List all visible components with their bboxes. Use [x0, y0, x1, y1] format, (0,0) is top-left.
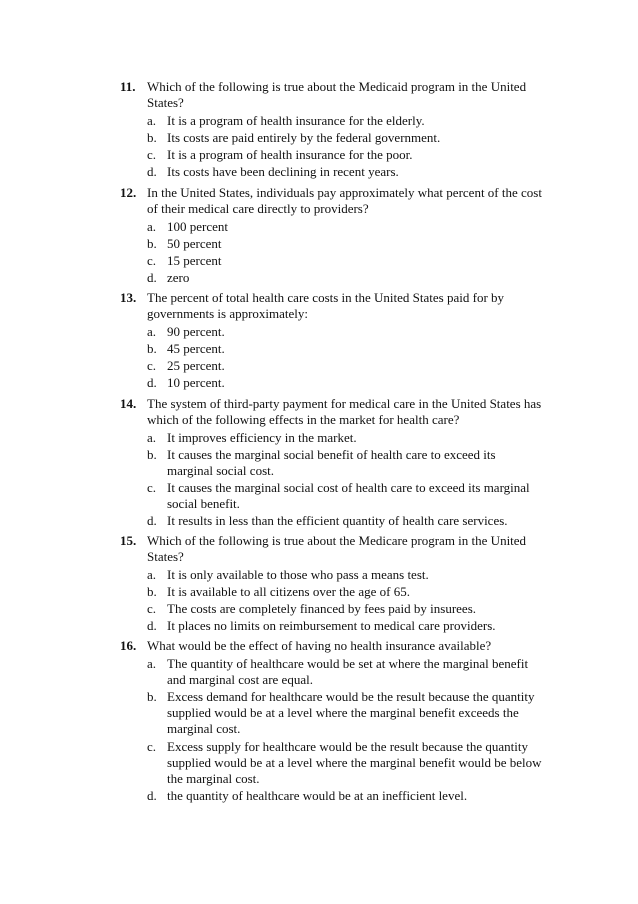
option-letter: b.: [147, 236, 157, 251]
option-text: the marginal cost.: [167, 771, 260, 786]
option-letter: c.: [147, 358, 157, 373]
option-text: the quantity of healthcare would be at an inefficient level.: [167, 788, 468, 803]
option-letter: b.: [147, 584, 157, 599]
question-stem-line: In the United States, individuals pay approximately what percent of the cost: [147, 185, 542, 200]
option-text: Its costs have been declining in recent years.: [167, 164, 399, 179]
option-letter: d.: [147, 788, 157, 803]
question-stem-line: Which of the following is true about the Medicare program in the United: [147, 533, 527, 548]
option-text: Excess demand for healthcare would be the result because the quantity: [167, 689, 535, 704]
option-text: It places no limits on reimbursement to medical care providers.: [167, 618, 496, 633]
question-number: 11.: [120, 79, 136, 94]
option-text: The costs are completely financed by fees paid by insurees.: [167, 601, 476, 616]
question-stem-line: States?: [147, 549, 184, 564]
question-number: 16.: [120, 638, 137, 653]
option-letter: a.: [147, 324, 157, 339]
question-stem-line: The percent of total health care costs in the United States paid for by: [147, 290, 505, 305]
option-text: Excess supply for healthcare would be the result because the quantity: [167, 739, 528, 754]
option-text: It improves efficiency in the market.: [167, 430, 357, 445]
option-letter: d.: [147, 375, 157, 390]
option-text: supplied would be at a level where the marginal benefit exceeds the: [167, 705, 519, 720]
question-stem-line: States?: [147, 95, 184, 110]
option-letter: c.: [147, 739, 157, 754]
option-text: 50 percent: [167, 236, 222, 251]
question-number: 15.: [120, 533, 137, 548]
option-letter: a.: [147, 219, 157, 234]
option-letter: a.: [147, 567, 157, 582]
option-text: zero: [167, 270, 190, 285]
option-letter: d.: [147, 513, 157, 528]
option-text: 100 percent: [167, 219, 229, 234]
option-letter: b.: [147, 130, 157, 145]
option-text: 25 percent.: [167, 358, 225, 373]
option-text: marginal cost.: [167, 721, 241, 736]
option-text: It is available to all citizens over the age of 65.: [167, 584, 410, 599]
option-letter: c.: [147, 253, 157, 268]
option-text: 45 percent.: [167, 341, 225, 356]
option-text: 90 percent.: [167, 324, 225, 339]
question-number: 13.: [120, 290, 137, 305]
option-text: It causes the marginal social benefit of health care to exceed its: [167, 447, 496, 462]
option-letter: b.: [147, 689, 157, 704]
question-stem-line: governments is approximately:: [147, 306, 309, 321]
option-text: marginal social cost.: [167, 463, 274, 478]
option-text: Its costs are paid entirely by the federal government.: [167, 130, 441, 145]
option-letter: d.: [147, 618, 157, 633]
option-letter: d.: [147, 270, 157, 285]
option-letter: c.: [147, 147, 157, 162]
option-text: social benefit.: [167, 496, 240, 511]
option-text: supplied would be at a level where the marginal benefit would be below: [167, 755, 542, 770]
option-text: It results in less than the efficient quantity of health care services.: [167, 513, 508, 528]
option-text: The quantity of healthcare would be set at where the marginal benefit: [167, 656, 529, 671]
option-text: 15 percent: [167, 253, 222, 268]
option-text: and marginal cost are equal.: [167, 672, 313, 687]
option-text: It is only available to those who pass a means test.: [167, 567, 429, 582]
option-letter: b.: [147, 341, 157, 356]
option-text: 10 percent.: [167, 375, 225, 390]
question-stem-line: of their medical care directly to providers?: [147, 201, 369, 216]
option-text: It is a program of health insurance for the elderly.: [167, 113, 425, 128]
option-letter: a.: [147, 430, 157, 445]
option-letter: a.: [147, 113, 157, 128]
option-letter: b.: [147, 447, 157, 462]
option-text: It is a program of health insurance for the poor.: [167, 147, 413, 162]
question-stem-line: Which of the following is true about the Medicaid program in the United: [147, 79, 527, 94]
option-letter: c.: [147, 480, 157, 495]
question-number: 12.: [120, 185, 137, 200]
option-letter: d.: [147, 164, 157, 179]
option-text: It causes the marginal social cost of health care to exceed its marginal: [167, 480, 530, 495]
question-stem-line: which of the following effects in the market for health care?: [147, 412, 460, 427]
question-stem-line: What would be the effect of having no health insurance available?: [147, 638, 492, 653]
option-letter: c.: [147, 601, 157, 616]
question-stem-line: The system of third-party payment for medical care in the United States has: [147, 396, 542, 411]
question-number: 14.: [120, 396, 137, 411]
option-letter: a.: [147, 656, 157, 671]
